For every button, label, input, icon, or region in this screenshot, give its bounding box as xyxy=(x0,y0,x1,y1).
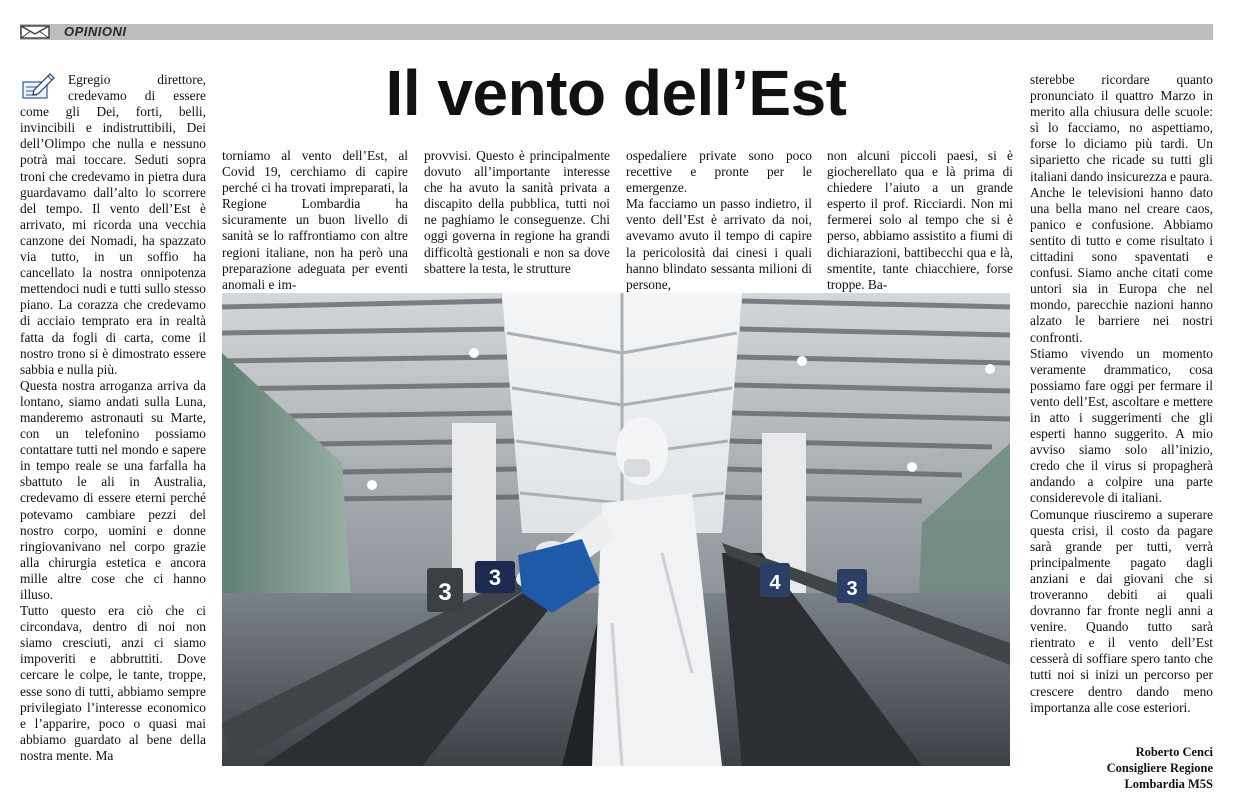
paragraph: Anche le televisioni hanno dato una bella mano nel creare caos, panico e confusione. Abbiamo sentito di tutto e come risultato i cittadini sono spaventati e confusi. Siamo anche citati come untori sia in Europa che nel mondo, parecchie nazioni hanno alzato le barriere nei nostri confronti. xyxy=(1030,184,1213,345)
article-column-1 xyxy=(20,72,206,764)
section-header-bar xyxy=(20,24,1213,40)
svg-text:3: 3 xyxy=(438,579,452,606)
paragraph: torniamo al vento dell’Est, al Covid 19, cerchiamo di capire perché ci ha trovati impreparati, la Regione Lombardia ha sicuramente un buon livello di sanità se lo raffrontiamo con altre regioni italiane, non ha però una preparazione adeguata per eventi anomali e im- xyxy=(222,148,408,292)
article-column-2 xyxy=(222,148,408,293)
author-party: Lombardia M5S xyxy=(1124,777,1213,791)
paragraph: Questa nostra arroganza arriva da lontano, siamo andati sulla Luna, manderemo astronauti su Marte, con un telefonino possiamo contattare tutti nel mondo e sapere in tempo reale se una farfalla ha sbattuto le ali in Australia, credevamo di essere eterni perché potevamo cambiare pezzi del nostro corpo, uomini e donne ringiovanivano nel corpo grazie alla chirurgia estetica e ancora mille altre cose che ci hanno illuso. xyxy=(20,377,206,602)
floor-sign-right-a xyxy=(760,563,790,597)
section-label: OPINIONI xyxy=(64,24,127,39)
article-column-6 xyxy=(1030,72,1213,716)
paragraph: sterebbe ricordare quanto pronunciato il quattro Marzo in merito alla chiusura delle scuole: sì lo facciamo, no aspettiamo, forse lo diciamo più tardi. Un siparietto che ricade su tutti gli italiani dando insicurezza e paura. xyxy=(1030,72,1213,184)
article-headline: Il vento dell’Est xyxy=(385,57,847,129)
floor-sign-right-b xyxy=(837,569,867,603)
author-role: Consigliere Regione xyxy=(1106,761,1213,775)
svg-text:3: 3 xyxy=(488,565,502,590)
envelope-icon xyxy=(20,25,50,39)
paragraph: Tutto questo era ciò che ci circondava, dentro di noi non siamo cresciuti, anzi ci siamo impoveriti e abbruttiti. Dove cercare le colpe, le tante, troppe, esse sono di tutti, abbiamo sempre privilegiato l’interesse economico e l’apparire, poco o quasi mai abbiamo guardato al bene della nostra mente. Ma xyxy=(20,603,206,763)
paragraph: Stiamo vivendo un momento veramente drammatico, cosa possiamo fare oggi per fermare il vento dell’Est, ascoltare e mettere in atto i suggerimenti che gli esperti hanno suggerito. A mio avviso siamo solo all’inizio, credo che il virus si propagherà andando a colpire una parte considerevole di italiani. xyxy=(1030,345,1213,506)
photo-illustration xyxy=(222,293,1010,766)
svg-text:3: 3 xyxy=(846,578,858,600)
paragraph: provvisi. Questo è principalmente dovuto all’importante interesse che ha avuto la sanità privata a discapito della pubblica, tutti noi ne paghiamo le conseguenze. Chi oggi governa in regione ha grandi difficoltà gestionali e non sa dove sbattere la testa, le strutture xyxy=(424,148,610,276)
article-photo xyxy=(222,293,1010,766)
paragraph: Ma facciamo un passo indietro, il vento dell’Est è arrivato da noi, avevamo avuto il tempo di capire la pericolosità dai cinesi i quali hanno blindato sessanta milioni di persone, xyxy=(626,196,812,292)
paragraph: Egregio direttore, credevamo di essere come gli Dei, forti, belli, invincibili e indistruttibili, Dei dell’Olimpo che nulla e nessuno potrà mai toccare. Seduti sopra troni che credevamo in pietra dura guardavamo dall’alto lo scorrere del tempo. Il vento dell’Est è arrivato, mi ricorda una vecchia canzone dei Nomadi, ha spazzato via tutto, in un soffio ha cancellato la nostra onnipotenza mettendoci nudi e tutti sullo stesso piano. La corazza che credevamo di acciaio temprato era in realtà fatta da fogli di carta, come il nostro trono si è dimostrato essere sabbia e nulla più. xyxy=(20,72,206,377)
article-column-4 xyxy=(626,148,812,293)
floor-sign-center xyxy=(475,561,515,593)
paragraph: non alcuni piccoli paesi, si è giocherellato qua e là prima di chiedere l’aiuto a un grande esperto il prof. Ricciardi. Non mi fermerei solo al tempo che si è perso, abbiamo assistito a fiumi di dichiarazioni, battibecchi qua e là, smentite, tante chiacchiere, forse troppe. Ba- xyxy=(827,148,1013,292)
author-name: Roberto Cenci xyxy=(1135,745,1213,759)
author-signature xyxy=(1030,744,1213,792)
article-column-5 xyxy=(827,148,1013,293)
floor-sign-left xyxy=(427,568,463,612)
svg-text:4: 4 xyxy=(769,572,781,594)
paragraph: ospedaliere private sono poco recettive e pronte per le emergenze. xyxy=(626,148,812,196)
article-column-3 xyxy=(424,148,610,277)
paragraph: Comunque riusciremo a superare questa crisi, il costo da pagare sarà grande per tutti, verrà principalmente pagato dagli anziani e dai giovani che si troveranno debiti ai quali dovranno far fronte negli anni a venire. Quando tutto sarà rientrato e il vento dell’Est cesserà di soffiare spero tanto che tutti noi si inizi un percorso per crescere dentro dando meno importanza alle cose esteriori. xyxy=(1030,506,1213,715)
pen-writing-icon xyxy=(20,72,56,100)
